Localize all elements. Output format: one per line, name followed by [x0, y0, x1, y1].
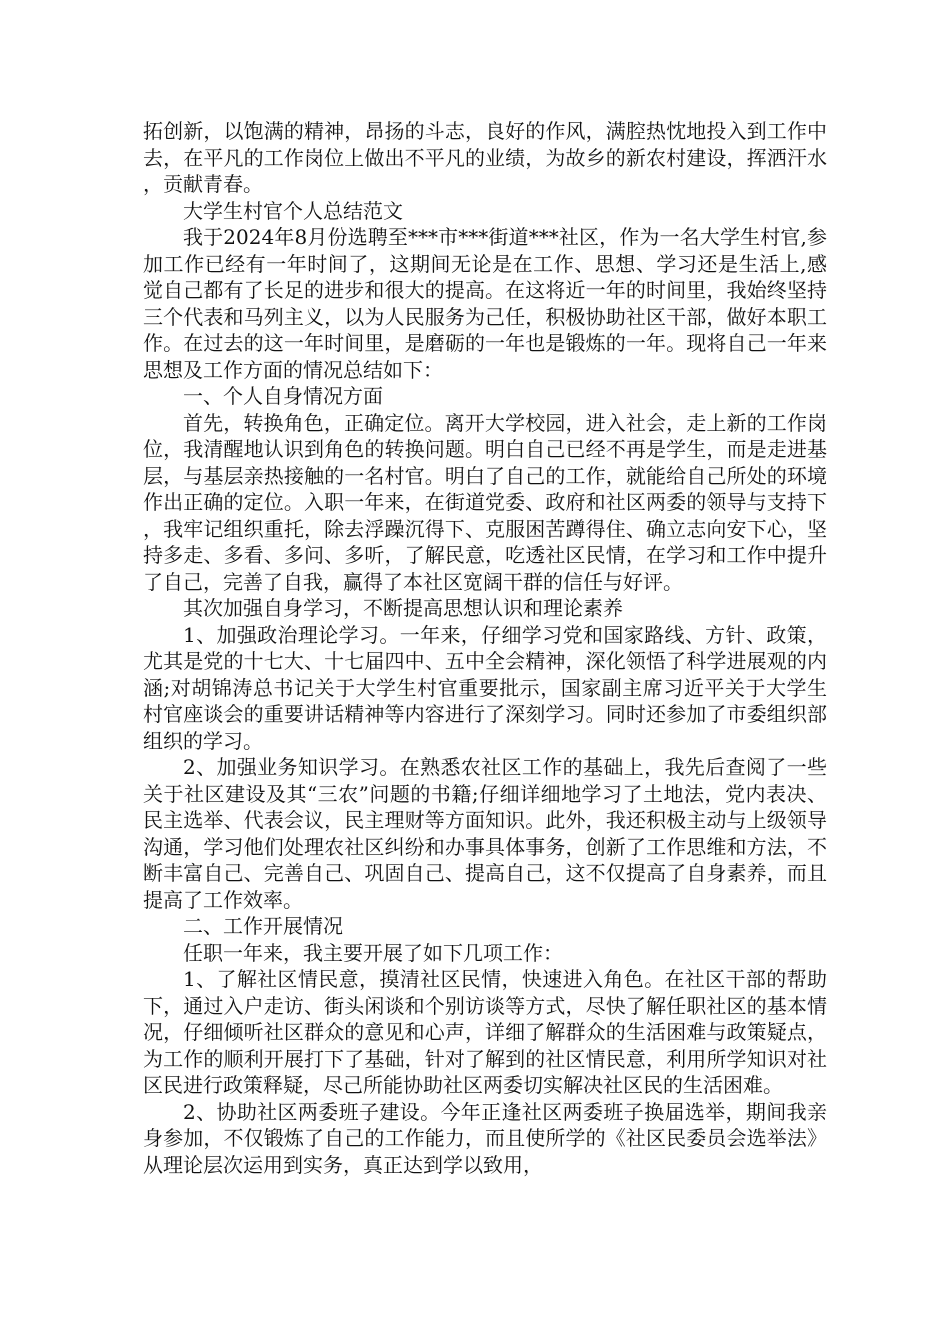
paragraph-continuation: 拓创新，以饱满的精神，昂扬的斗志，良好的作风，满腔热忱地投入到工作中去，在平凡的工作岗位上做出不平凡的业绩，为故乡的新农村建设，挥洒汗水，贡献青春。 [143, 119, 827, 196]
article-title: 大学生村官个人总结范文 [183, 198, 403, 223]
section-heading-work: 二、工作开展情况 [183, 914, 343, 938]
paragraph-intro: 我于2024年8月份选聘至***市***街道***社区，作为一名大学生村官,参加工作已经有一年时间了，这期间无论是在工作、思想、学习还是生活上,感觉自己都有了长足的进步和很大的提高。在这将近一年的时间里，我始终坚持三个代表和马列主义，以为人民服务为己任，积极协助社区干部，做好本职工作。在过去的这一年时间里，是磨砺的一年也是锻炼的一年。现将自己一年来思想及工作方面的情况总结如下： [143, 225, 827, 382]
paragraph-work-intro: 任职一年来，我主要开展了如下几项工作： [183, 940, 563, 965]
subheading-self-study: 其次加强自身学习，不断提高思想认识和理论素养 [183, 596, 623, 620]
paragraph-political-study: 1、加强政治理论学习。一年来，仔细学习党和国家路线、方针、政策，尤其是党的十七大、十七届四中、五中全会精神，深化领悟了科学进展观的内涵;对胡锦涛总书记关于大学生村官重要批示，国家副主席习近平关于大学生村官座谈会的重要讲话精神等内容进行了深刻学习。同时还参加了市委组织部组织的学习。 [143, 622, 827, 753]
paragraph-business-study: 2、加强业务知识学习。在熟悉农社区工作的基础上，我先后查阅了一些关于社区建设及其“三农”问题的书籍;仔细详细地学习了土地法，党内表决、民主选举、代表会议，民主理财等方面知识。此外，我还积极主动与上级领导沟通，学习他们处理农社区纠纷和办事具体事务，创新了工作思维和方法，不断丰富自己、完善自己、巩固自己、提高自己，这不仅提高了自身素养，而且提高了工作效率。 [143, 755, 827, 912]
document-body [143, 118, 827, 1178]
section-heading-personal: 一、个人自身情况方面 [183, 384, 383, 408]
paragraph-assist-committee: 2、协助社区两委班子建设。今年正逢社区两委班子换届选举，期间我亲身参加，不仅锻炼了自己的工作能力，而且使所学的《社区民委员会选举法》从理论层次运用到实务，真正达到学以致用， [143, 1099, 827, 1177]
paragraph-role-positioning: 首先，转换角色，正确定位。离开大学校园，进入社会，走上新的工作岗位，我清醒地认识到角色的转换问题。明白自己已经不再是学生，而是走进基层，与基层亲热接触的一名村官。明白了自己的工作，就能给自己所处的环境作出正确的定位。入职一年来，在街道党委、政府和社区两委的领导与支持下，我牢记组织重托，除去浮躁沉得下、克服困苦蹲得住、确立志向安下心，坚持多走、多看、多问、多听，了解民意，吃透社区民情，在学习和工作中提升了自己，完善了自我，赢得了本社区宽阔干群的信任与好评。 [143, 410, 827, 594]
paragraph-understand-community: 1、了解社区情民意，摸清社区民情，快速进入角色。在社区干部的帮助下，通过入户走访、街头闲谈和个别访谈等方式，尽快了解任职社区的基本情况，仔细倾听社区群众的意见和心声，详细了解群众的生活困难与政策疑点，为工作的顺利开展打下了基础，针对了解到的社区情民意，利用所学知识对社区民进行政策释疑，尽己所能协助社区两委切实解决社区民的生活困难。 [143, 967, 827, 1097]
